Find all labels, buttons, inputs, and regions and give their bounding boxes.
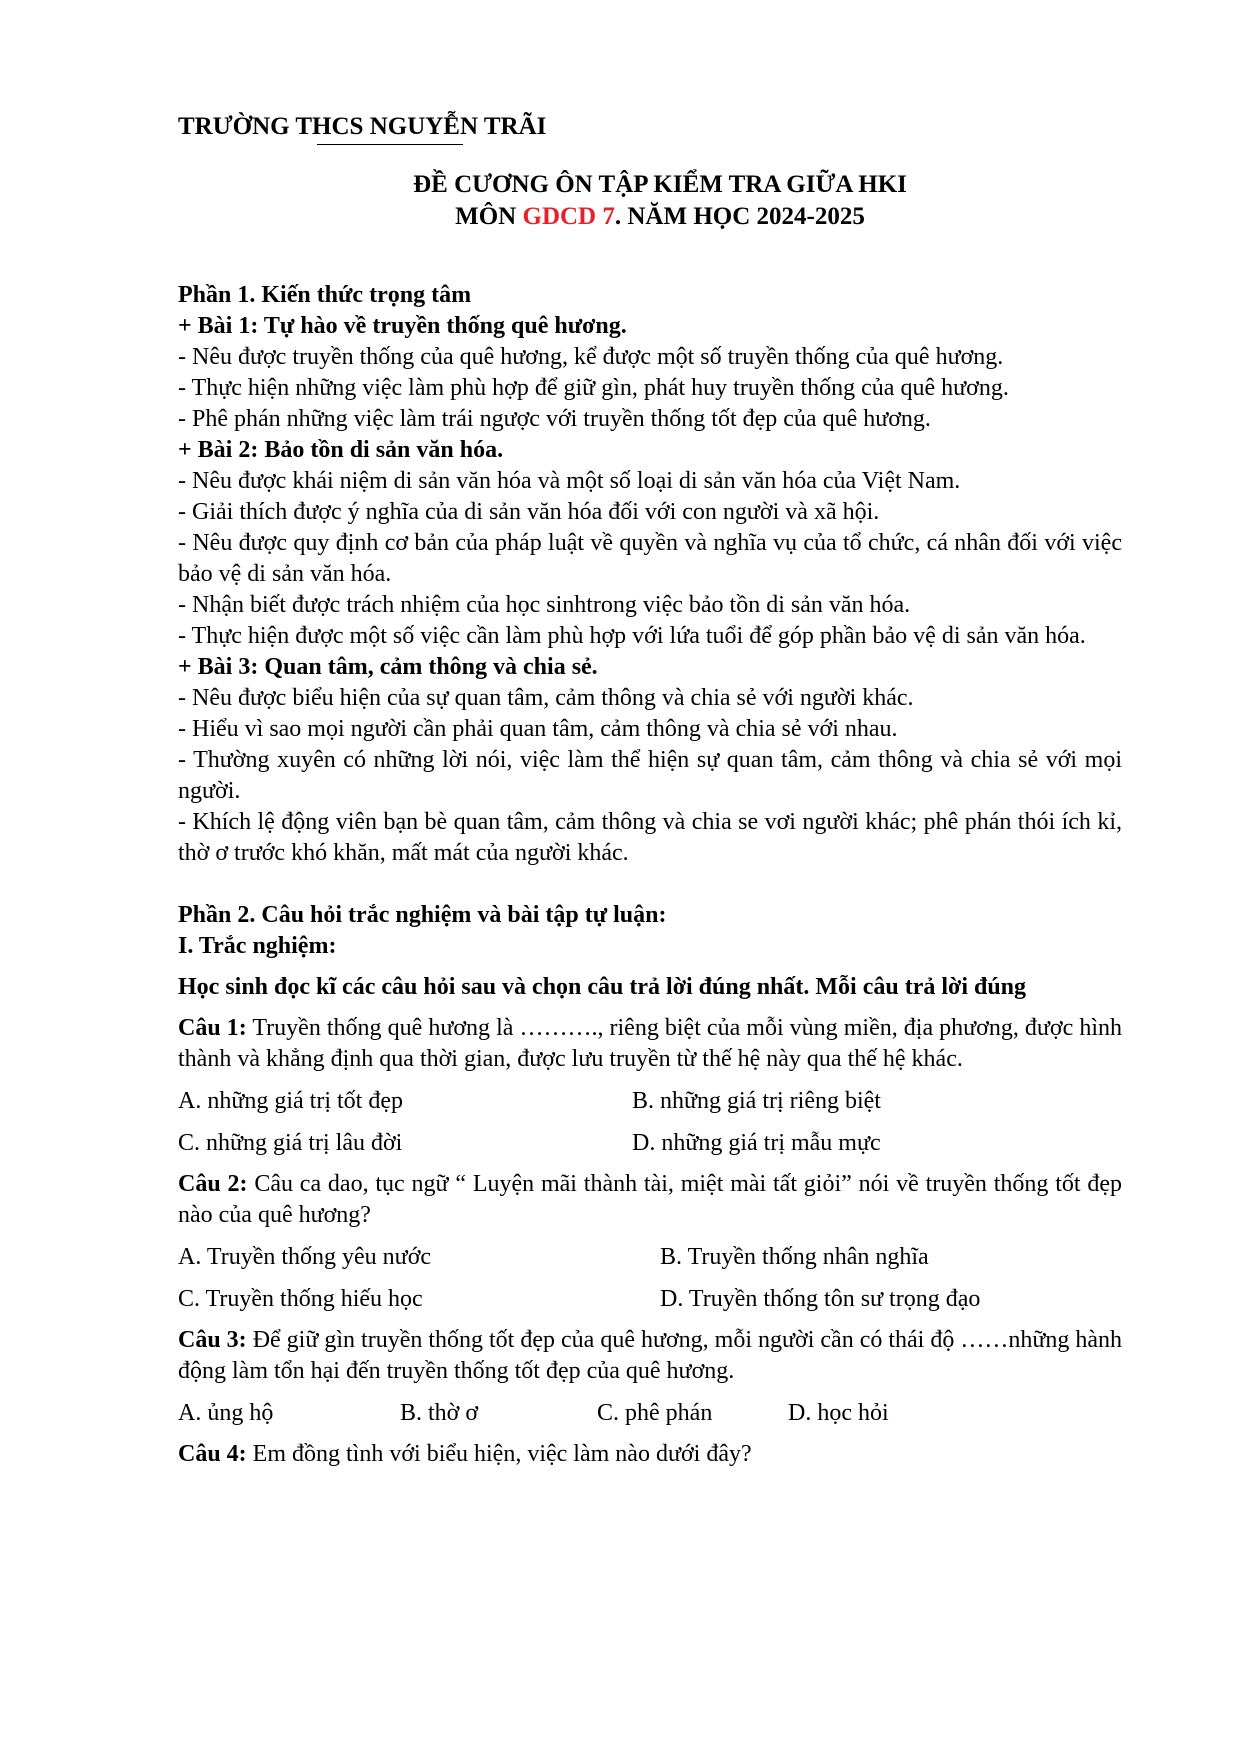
option-b: B. thờ ơ xyxy=(400,1400,479,1426)
subtitle-suffix: . NĂM HỌC 2024-2025 xyxy=(614,203,865,230)
document-title: ĐỀ CƯƠNG ÔN TẬP KIỂM TRA GIỮA HKI xyxy=(413,171,907,198)
option-c: C. những giá trị lâu đời xyxy=(178,1130,403,1156)
lesson1-item: - Nêu được truyền thống của quê hương, kể được một số truyền thống của quê hương. xyxy=(178,344,1004,370)
lesson1-item: - Thực hiện những việc làm phù hợp để giữ gìn, phát huy truyền thống của quê hương. xyxy=(178,375,1009,401)
question-text: Câu ca dao, tục ngữ “ Luyện mãi thành tài, miệt mài tất giỏi” nói về truyền thống tốt đẹp nào của quê hương? xyxy=(178,1171,1123,1228)
question-1 xyxy=(178,1013,1122,1075)
part2-heading: Phần 2. Câu hỏi trắc nghiệm và bài tập tự luận: xyxy=(178,902,667,928)
school-underline xyxy=(317,144,463,145)
option-d: D. Truyền thống tôn sư trọng đạo xyxy=(660,1286,981,1312)
lesson2-title: + Bài 2: Bảo tồn di sản văn hóa. xyxy=(178,437,504,463)
part2-subheading: I. Trắc nghiệm: xyxy=(178,933,337,959)
lesson3-item: - Hiểu vì sao mọi người cần phải quan tâm, cảm thông và chia sẻ với nhau. xyxy=(178,716,898,742)
part1-heading: Phần 1. Kiến thức trọng tâm xyxy=(178,282,472,308)
lesson1-title: + Bài 1: Tự hào về truyền thống quê hương. xyxy=(178,313,627,339)
document-subtitle xyxy=(178,201,1122,233)
lesson2-item: - Nêu được quy định cơ bản của pháp luật về quyền và nghĩa vụ của tổ chức, cá nhân đối với việc bảo vệ di sản văn hóa. xyxy=(178,530,1122,587)
question-text: Truyền thống quê hương là ………., riêng biệt của mỗi vùng miền, địa phương, được hình thành và khẳng định qua thời gian, được lưu truyền từ thế hệ này qua thế hệ khác. xyxy=(178,1015,1122,1072)
document-page xyxy=(178,112,1122,1470)
question-label: Câu 2: xyxy=(178,1171,248,1197)
option-b: B. những giá trị riêng biệt xyxy=(632,1088,881,1114)
lesson2-item: - Thực hiện được một số việc cần làm phù hợp với lứa tuổi để góp phần bảo vệ di sản văn hóa. xyxy=(178,623,1086,649)
question-3-options-row xyxy=(178,1398,1122,1429)
school-name: TRƯỜNG THCS NGUYỄN TRÃI xyxy=(178,113,547,140)
instruction-text: Học sinh đọc kĩ các câu hỏi sau và chọn câu trả lời đúng nhất. Mỗi câu trả lời đúng xyxy=(178,974,1027,1000)
question-1-options-row xyxy=(178,1128,1122,1159)
question-2-options-row xyxy=(178,1284,1122,1315)
option-d: D. những giá trị mẫu mực xyxy=(632,1130,881,1156)
question-text: Em đồng tình với biểu hiện, việc làm nào dưới đây? xyxy=(246,1441,752,1467)
lesson1-item: - Phê phán những việc làm trái ngược với truyền thống tốt đẹp của quê hương. xyxy=(178,406,931,432)
lesson3-item: - Khích lệ động viên bạn bè quan tâm, cảm thông và chia se vơi người khác; phê phán thói ích kỉ, thờ ơ trước khó khăn, mất mát của người khác. xyxy=(178,809,1122,866)
subject-name: GDCD 7 xyxy=(522,203,615,230)
option-a: A. Truyền thống yêu nước xyxy=(178,1244,432,1270)
question-label: Câu 4: xyxy=(178,1441,247,1467)
lesson2-item: - Giải thích được ý nghĩa của di sản văn hóa đối với con người và xã hội. xyxy=(178,499,880,525)
lesson3-item: - Thường xuyên có những lời nói, việc làm thể hiện sự quan tâm, cảm thông và chia sẻ với mọi người. xyxy=(178,747,1122,804)
subtitle-prefix: MÔN xyxy=(455,203,523,230)
option-c: C. Truyền thống hiếu học xyxy=(178,1286,423,1312)
option-b: B. Truyền thống nhân nghĩa xyxy=(660,1244,929,1270)
question-2-options-row xyxy=(178,1242,1122,1273)
question-1-options-row xyxy=(178,1086,1122,1117)
option-d: D. học hỏi xyxy=(788,1400,889,1426)
question-4 xyxy=(178,1439,1122,1470)
lesson3-item: - Nêu được biểu hiện của sự quan tâm, cảm thông và chia sẻ với người khác. xyxy=(178,685,914,711)
lesson2-item: - Nêu được khái niệm di sản văn hóa và một số loại di sản văn hóa của Việt Nam. xyxy=(178,468,961,494)
question-3 xyxy=(178,1325,1122,1387)
lesson2-item: - Nhận biết được trách nhiệm của học sinhtrong việc bảo tồn di sản văn hóa. xyxy=(178,592,911,618)
lesson3-title: + Bài 3: Quan tâm, cảm thông và chia sẻ. xyxy=(178,654,598,680)
question-text: Để giữ gìn truyền thống tốt đẹp của quê hương, mỗi người cần có thái độ ……những hành động làm tổn hại đến truyền thống tốt đẹp của quê hương. xyxy=(178,1327,1123,1384)
option-c: C. phê phán xyxy=(597,1400,713,1426)
option-a: A. ủng hộ xyxy=(178,1400,274,1426)
option-a: A. những giá trị tốt đẹp xyxy=(178,1088,403,1114)
question-label: Câu 1: xyxy=(178,1015,247,1041)
question-label: Câu 3: xyxy=(178,1327,247,1353)
question-2 xyxy=(178,1169,1122,1231)
